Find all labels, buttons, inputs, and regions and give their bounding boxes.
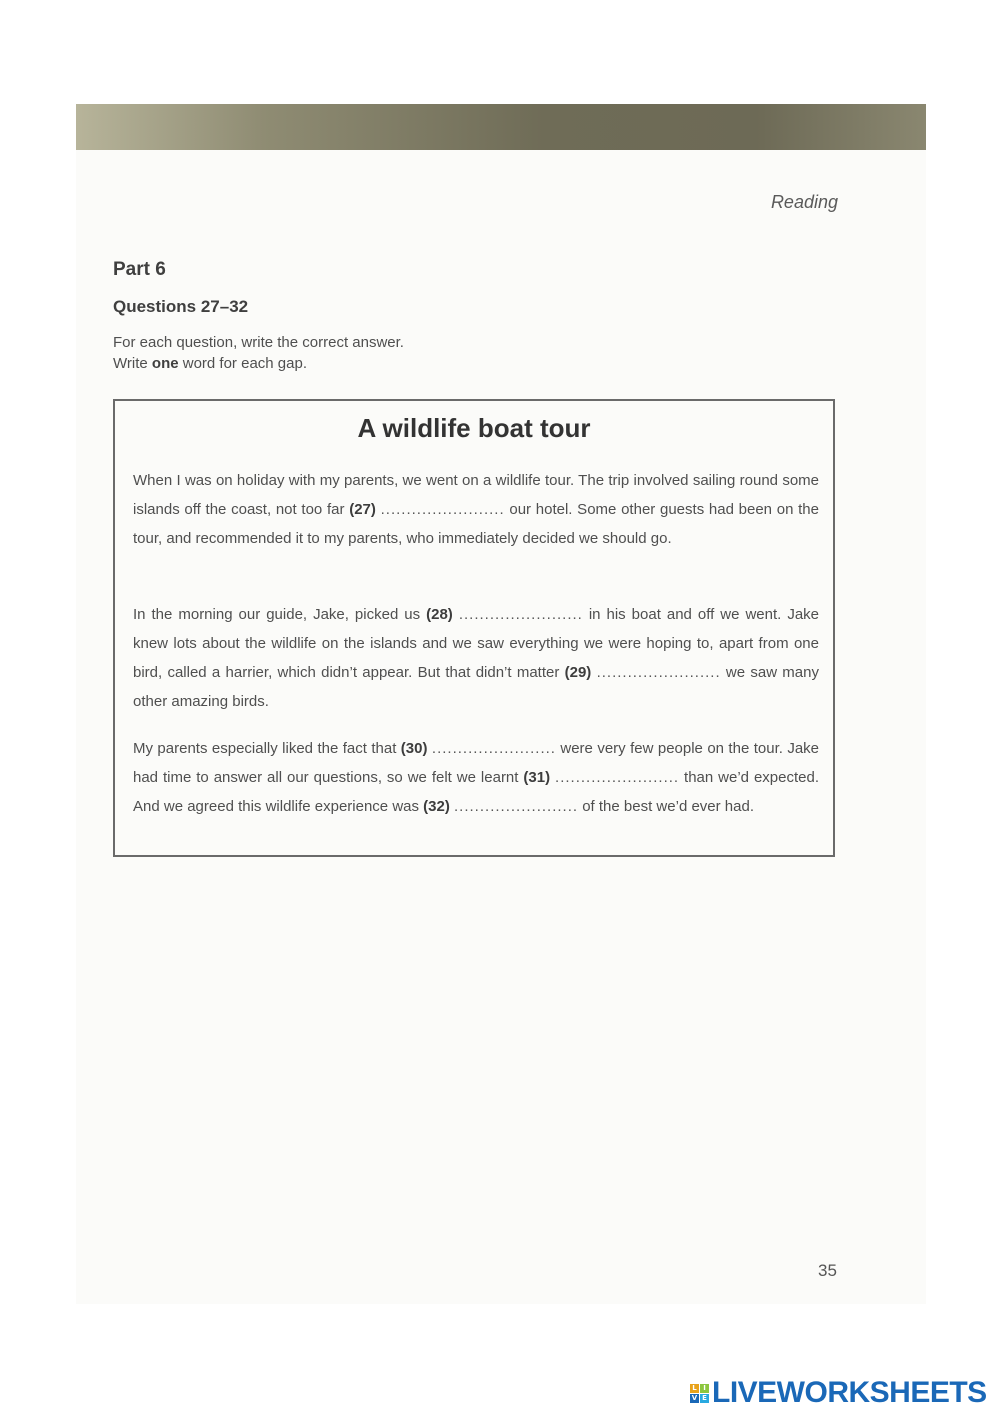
paragraph-2 (133, 600, 819, 716)
instruction-line-2 (113, 353, 404, 374)
logo-letter-e: E (700, 1394, 709, 1403)
part-title: Part 6 (113, 259, 166, 280)
liveworksheets-logo-icon (690, 1384, 709, 1403)
passage-title: A wildlife boat tour (357, 413, 591, 443)
paragraph-2-text-a: In the morning our guide, Jake, picked us (133, 606, 427, 623)
gap-28-blank[interactable]: ........................ (458, 606, 583, 623)
gap-31-blank[interactable]: ........................ (555, 769, 680, 786)
header-band (76, 104, 926, 150)
gap-30-blank[interactable]: ........................ (431, 740, 556, 757)
paragraph-2-text-b: in his boat and off we went. Jake knew lots about the wildlife on the islands and we saw everything we were hoping to, apart from one bird, called a harrier, which didn’t appear. But that didn’t matter (133, 606, 819, 681)
paragraph-2-text-c: we saw many other amazing birds. (133, 664, 819, 710)
paragraph-3-text-b: were very few people on the tour. Jake had time to answer all our questions, so we felt we learnt (133, 740, 820, 786)
logo-letter-v: V (691, 1393, 698, 1402)
passage-box (113, 399, 835, 857)
paragraph-1-text-a: When I was on holiday with my parents, we went on a wildlife tour. The trip involved sailing round some islands off the coast, not too far (133, 472, 819, 518)
paragraph-1 (133, 466, 819, 553)
logo-letter-i: I (700, 1384, 709, 1393)
gap-27-number: (27) (349, 501, 376, 518)
page-number: 35 (818, 1261, 837, 1280)
paragraph-3 (133, 734, 819, 821)
logo-letter-l: L (690, 1384, 699, 1393)
gap-29-number: (29) (564, 664, 592, 681)
paragraph-3-text-d: of the best we’d ever had. (578, 798, 754, 815)
section-label: Reading (770, 192, 838, 212)
paragraph-3-text-a: My parents especially liked the fact that (133, 740, 401, 757)
gap-32-number: (32) (423, 798, 450, 815)
instruction-text-bold: one (151, 355, 179, 372)
liveworksheets-brand-text: LIVEWORKSHEETS (712, 1376, 987, 1409)
gap-32-blank[interactable]: ........................ (454, 798, 579, 815)
instructions (113, 332, 404, 374)
instruction-line-1: For each question, write the correct answer. (113, 334, 404, 351)
gap-27-blank[interactable]: ........................ (380, 501, 505, 518)
liveworksheets-logo[interactable] (690, 1377, 987, 1409)
paragraph-1-text-b: our hotel. Some other guests had been on the tour, and recommended it to my parents, who immediately decided we should go. (133, 501, 819, 547)
instruction-text-post: word for each gap. (178, 355, 307, 372)
questions-title: Questions 27–32 (113, 297, 249, 316)
gap-30-number: (30) (400, 740, 428, 757)
gap-29-blank[interactable]: ........................ (596, 664, 721, 681)
instruction-text-pre: Write (113, 355, 152, 372)
paragraph-3-text-c: than we’d expected. And we agreed this wildlife experience was (133, 769, 820, 815)
gap-31-number: (31) (523, 769, 551, 786)
gap-28-number: (28) (426, 606, 453, 623)
